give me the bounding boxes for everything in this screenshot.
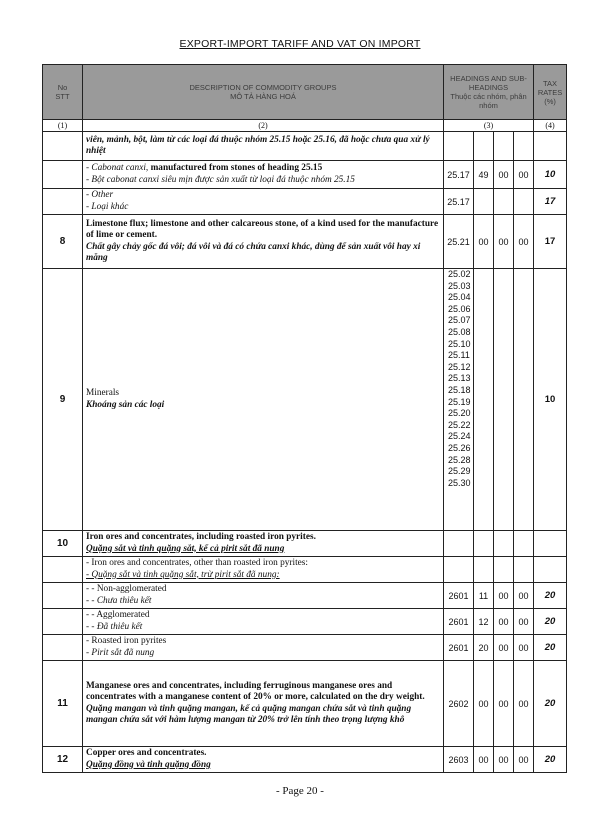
heading-code: 25.06 <box>448 303 471 314</box>
table-row: - - Agglomerated - - Đã thiêu kết 2601 12 00 00 20 <box>43 609 567 635</box>
table-row: 10 Iron ores and concentrates, including roasted iron pyrites. Quặng sắt và tinh quặng sắt, kể cả pirit sắt đã nung <box>43 531 567 557</box>
heading-code: 25.07 <box>448 315 471 326</box>
page-title: EXPORT-IMPORT TARIFF AND VAT ON IMPORT <box>179 38 421 50</box>
heading-code: 25.28 <box>448 454 471 465</box>
header-row <box>43 65 567 120</box>
table-row: 9 Minerals Khoáng sản các loại 25.02 25.03 25.04 25.06 25.07 25.08 25.10 25.11 25.12 25.13 25.18 25.19 25.20 25.22 25.24 25.26 25.28 25.29 25.30 10 <box>43 269 567 531</box>
heading-code: 25.19 <box>448 396 471 407</box>
table-row: 11 Manganese ores and concentrates, including ferruginous manganese ores and concentrates with a manganese content of 20% or more, calculated on the dry weight. Quặng mangan và tinh quặng mangan, kể cả quặng mangan chứa sắt và tinh quặng mangan chứa sắt với hàm lượng mangan từ 20% trở lên tính theo trọng lượng khô 2602 00 00 00 20 <box>43 661 567 747</box>
header-description: DESCRIPTION OF COMMODITY GROUPS MÔ TẢ HÀNG HOÁ <box>83 65 444 120</box>
table-row: - Other - Loại khác 25.17 17 <box>43 189 567 215</box>
heading-code: 25.24 <box>448 431 471 442</box>
table-row: - Cabonat canxi, manufactured from stones of heading 25.15 - Bột cabonat canxi siêu mịn được sản xuất từ loại đá thuộc nhóm 25.15 25.17 49 00 00 10 <box>43 161 567 189</box>
heading-code: 25.20 <box>448 408 471 419</box>
header-stt: No STT <box>43 65 83 120</box>
heading-code: 25.10 <box>448 338 471 349</box>
table-row: viên, mảnh, bột, làm từ các loại đá thuộc nhóm 25.15 hoặc 25.16, đã hoặc chưa qua xử lý nhiệt <box>43 132 567 161</box>
heading-code: 25.08 <box>448 326 471 337</box>
table-row: - Roasted iron pyrites - Pirit sắt đã nung 2601 20 00 00 20 <box>43 635 567 661</box>
header-headings: HEADINGS AND SUB-HEADINGS Thuộc các nhóm, phân nhóm <box>444 65 534 120</box>
tariff-table <box>42 64 567 773</box>
table-row: - - Non-agglomerated - - Chưa thiêu kết 2601 11 00 00 20 <box>43 583 567 609</box>
header-tax-rates: TAX RATES (%) <box>534 65 567 120</box>
heading-code: 25.13 <box>448 373 471 384</box>
heading-code: 25.02 <box>448 269 471 279</box>
heading-code: 25.12 <box>448 361 471 372</box>
heading-code: 25.29 <box>448 466 471 477</box>
heading-code: 25.30 <box>448 477 471 488</box>
heading-code: 25.22 <box>448 419 471 430</box>
heading-code: 25.26 <box>448 442 471 453</box>
heading-list <box>444 269 474 531</box>
heading-code: 25.04 <box>448 292 471 303</box>
page-number: - Page 20 - <box>276 785 324 797</box>
table-row: - Iron ores and concentrates, other than roasted iron pyrites: - Quặng sắt và tinh quặng sắt, trừ pirit sắt đã nung: <box>43 557 567 583</box>
column-number-row: (1) (2) (3) (4) <box>43 120 567 132</box>
table-row: 12 Copper ores and concentrates. Quặng đồng và tinh quặng đồng 2603 00 00 00 20 <box>43 747 567 773</box>
table-row: 8 Limestone flux; limestone and other calcareous stone, of a kind used for the manufacture of lime or cement. Chất gây chảy gốc đá vôi; đá vôi và đá có chứa canxi khác, dùng để sản xuất vôi hay xi măng 25.21 00 00 00 17 <box>43 215 567 269</box>
heading-code: 25.11 <box>448 350 470 361</box>
heading-code: 25.03 <box>448 280 471 291</box>
heading-code: 25.18 <box>448 384 471 395</box>
